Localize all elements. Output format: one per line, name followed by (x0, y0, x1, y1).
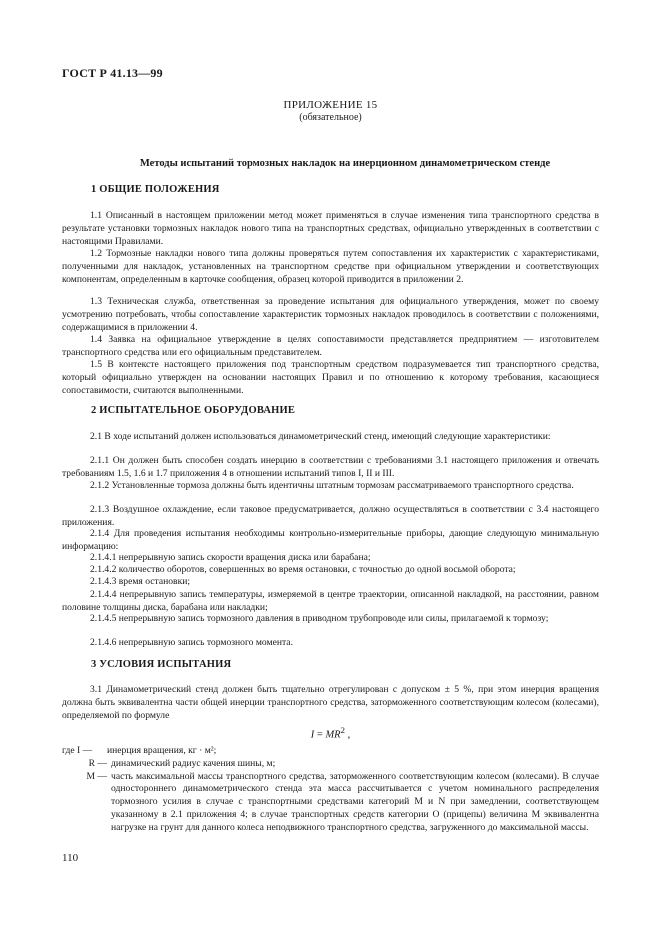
standard-header: ГОСТ Р 41.13—99 (62, 66, 163, 80)
paragraph-1-2: 1.2 Тормозные накладки нового типа должны проверяться путем сопоставления их характеристик с характеристиками, полученными для накладок, установленных на транспортном средстве при официальном утверждении и соответствующих компонентам, определенным в карточке сообщения, образец которой приводится в приложении 2. (62, 248, 599, 285)
paragraph-1-4: 1.4 Заявка на официальное утверждение в целях сопоставимости представляется предприятием — изготовителем транспортного средства или его официальным представителем. (62, 334, 599, 358)
appendix-subtitle: (обязательное) (299, 112, 362, 123)
paragraph-2-1-4-4: 2.1.4.4 непрерывную запись температуры, измеряемой в центре траектории, описанной накладкой, на расстоянии, равном половине толщины диска, барабана или накладки; (62, 589, 599, 613)
definition-text: инерция вращения, кг · м²; (107, 745, 217, 756)
paragraph-3-1: 3.1 Динамометрический стенд должен быть тщательно отрегулирован с допуском ± 5 %, при этом инерция вращения должна быть эквивалентна части общей инерции транспортного средства, заторможенного соответствующим колесом (колесами), определяемой по формуле (62, 684, 599, 721)
formula-rhs: MR (325, 729, 341, 741)
definition-row (62, 745, 599, 758)
paragraph-2-1-4-3: 2.1.4.3 время остановки; (90, 576, 191, 587)
section-heading-1: 1 ОБЩИЕ ПОЛОЖЕНИЯ (91, 184, 220, 195)
definitions-list (62, 745, 599, 835)
document-title: Методы испытаний тормозных накладок на инерционном динамометрическом стенде (139, 158, 551, 169)
paragraph-2-1-4: 2.1.4 Для проведения испытания необходимы контрольно-измерительные приборы, дающие следующую минимальную информацию: (62, 528, 599, 552)
formula-exponent: 2 (340, 725, 345, 735)
page-number: 110 (62, 852, 79, 864)
definition-text: часть максимальной массы транспортного средства, заторможенного соответствующим колесом (колесами). В случае одностороннего динамометрического стенда эта масса рассчитывается с учетом номинального распределения тормозного усилия в случае с транспортными средствами категорий М и N при замедлении, соответствующем указанному в 2.1 приложения 4; в случае транспортных средств категории О (прицепы) величина M эквивалентна нагрузке на грунт для данного колеса неподвижного транспортного средства, загруженного до максимальной массы. (111, 770, 599, 833)
definition-term: M — (86, 770, 107, 782)
formula-eq: = (314, 729, 326, 741)
definition-text: динамический радиус качения шины, м; (111, 757, 276, 769)
paragraph-2-1: 2.1 В ходе испытаний должен использоваться динамометрический стенд, имеющий следующие характеристики: (90, 431, 551, 442)
formula-lhs: I (310, 729, 315, 741)
inertia-formula (0, 725, 661, 741)
formula-tail: , (344, 729, 351, 741)
paragraph-1-5: 1.5 В контексте настоящего приложения под транспортным средством подразумевается тип транспортного средства, который официально утвержден на основании настоящих Правил и по отношению к которому требования, касающиеся сопоставимости, считаются выполненными. (62, 359, 599, 396)
paragraph-2-1-4-6: 2.1.4.6 непрерывную запись тормозного момента. (90, 637, 293, 648)
definition-row (62, 771, 599, 835)
definition-row (62, 758, 599, 771)
paragraph-2-1-4-2: 2.1.4.2 количество оборотов, совершенных во время остановки, с точностью до одной восьмой оборота; (90, 564, 516, 575)
paragraph-1-1: 1.1 Описанный в настоящем приложении метод может применяться в случае изменения типа транспортного средства в результате установки тормозных накладок нового типа на транспортных средствах, официально утвержденных в соответствии с настоящими Правилами. (62, 210, 599, 247)
paragraph-2-1-3: 2.1.3 Воздушное охлаждение, если таковое предусматривается, должно осуществляться в соответствии с 3.4 настоящего приложения. (62, 504, 599, 528)
paragraph-2-1-4-5: 2.1.4.5 непрерывную запись тормозного давления в приводном трубопроводе или силы, прилагаемой к тормозу; (90, 613, 549, 624)
paragraph-1-3: 1.3 Техническая служба, ответственная за проведение испытания для официального утверждения, может по своему усмотрению потребовать, чтобы сопоставление характеристик тормозных накладок проводилось в соответствии с положениями, содержащимися в приложении 4. (62, 296, 599, 333)
appendix-title: ПРИЛОЖЕНИЕ 15 (283, 99, 378, 111)
paragraph-2-1-1: 2.1.1 Он должен быть способен создать инерцию в соответствии с требованиями 3.1 настоящего приложения и отвечать требованиям 1.5, 1.6 и 1.7 приложения 4 в отношении испытаний типов I, II и III. (62, 455, 599, 479)
section-heading-3: 3 УСЛОВИЯ ИСПЫТАНИЯ (91, 659, 232, 670)
paragraph-2-1-4-1: 2.1.4.1 непрерывную запись скорости вращения диска или барабана; (90, 552, 371, 563)
paragraph-2-1-2: 2.1.2 Установленные тормоза должны быть идентичны штатным тормозам рассматриваемого транспортного средства. (90, 480, 574, 491)
section-heading-2: 2 ИСПЫТАТЕЛЬНОЕ ОБОРУДОВАНИЕ (91, 405, 296, 416)
definition-term: R — (88, 757, 107, 769)
definition-term: где I — (62, 745, 93, 756)
